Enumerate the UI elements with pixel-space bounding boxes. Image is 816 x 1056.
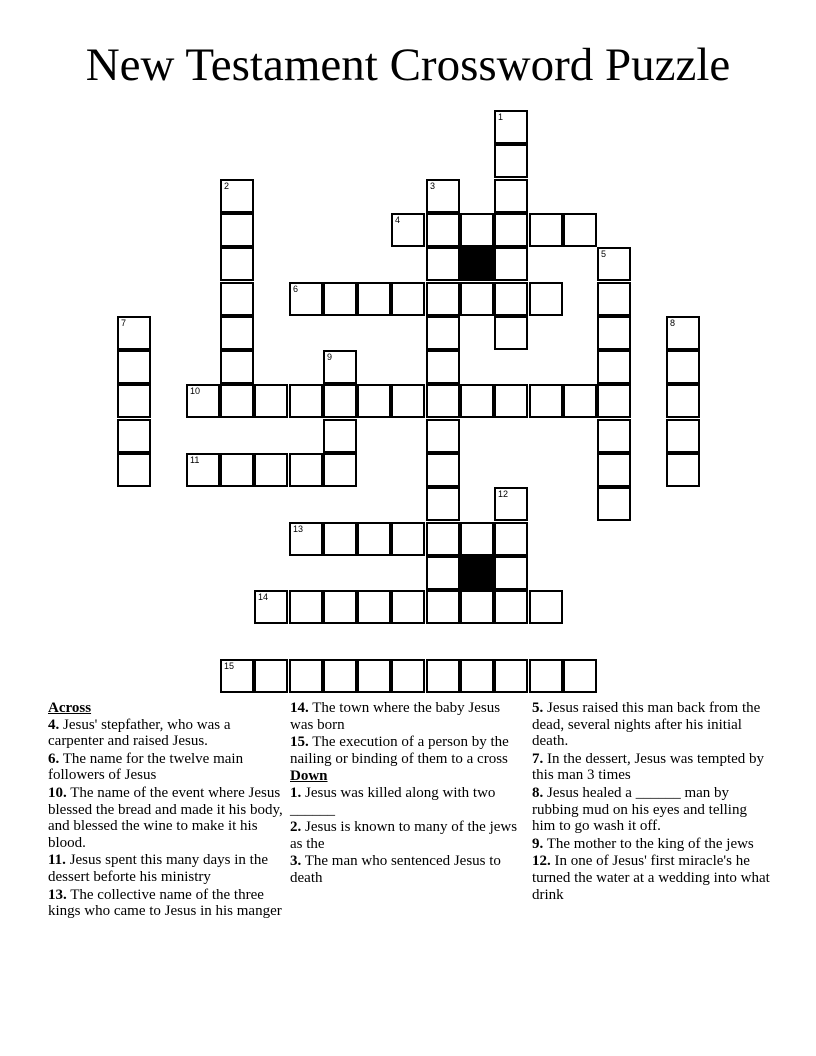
crossword-cell[interactable]: [220, 213, 254, 247]
crossword-cell[interactable]: [494, 179, 528, 213]
crossword-cell[interactable]: [220, 247, 254, 281]
crossword-cell[interactable]: [426, 179, 460, 213]
clue-number: 14: [258, 592, 269, 602]
crossword-cell[interactable]: [357, 659, 391, 693]
clue-number: 7: [121, 318, 127, 328]
clue-across-13: 13. The collective name of the three kings who came to Jesus in his manger: [48, 886, 282, 920]
clues-column-1: [48, 700, 284, 921]
crossword-cell[interactable]: [289, 659, 323, 693]
crossword-cell[interactable]: [494, 556, 528, 590]
crossword-cell[interactable]: [426, 316, 460, 350]
crossword-cell[interactable]: [186, 453, 220, 487]
crossword-cell[interactable]: [254, 590, 288, 624]
crossword-cell[interactable]: [529, 213, 563, 247]
crossword-cell[interactable]: [597, 487, 631, 521]
crossword-cell[interactable]: [597, 350, 631, 384]
crossword-cell[interactable]: [391, 213, 425, 247]
down-heading: Down: [290, 768, 328, 785]
crossword-cell[interactable]: [323, 350, 357, 384]
clue-down-7: 7. In the dessert, Jesus was tempted by this man 3 times: [532, 750, 765, 784]
clue-down-1: 1. Jesus was killed along with two ______: [290, 784, 496, 818]
crossword-cell[interactable]: [220, 453, 254, 487]
clue-number: 5: [601, 249, 607, 259]
crossword-cell[interactable]: [289, 282, 323, 316]
crossword-cell[interactable]: [529, 659, 563, 693]
crossword-cell[interactable]: [460, 659, 494, 693]
crossword-cell[interactable]: [494, 316, 528, 350]
crossword-cell[interactable]: [494, 110, 528, 144]
crossword-cell[interactable]: [460, 213, 494, 247]
clues-column-3: [532, 700, 772, 904]
crossword-cell[interactable]: [391, 384, 425, 418]
crossword-cell[interactable]: [426, 213, 460, 247]
crossword-cell[interactable]: [460, 282, 494, 316]
crossword-cell[interactable]: [426, 419, 460, 453]
crossword-cell[interactable]: [563, 213, 597, 247]
crossword-cell[interactable]: [426, 590, 460, 624]
crossword-cell[interactable]: [391, 590, 425, 624]
clue-across-10: 10. The name of the event where Jesus blessed the bread and made it his body, and blessed the wine to make it his blood.: [48, 784, 283, 851]
black-square: [460, 247, 494, 281]
crossword-cell[interactable]: [220, 316, 254, 350]
crossword-cell[interactable]: [186, 384, 220, 418]
clue-across-14: 14. The town where the baby Jesus was born: [290, 700, 501, 733]
crossword-cell[interactable]: [323, 659, 357, 693]
black-square: [460, 556, 494, 590]
clue-number: 1: [498, 112, 504, 122]
clue-number: 12: [498, 489, 509, 499]
crossword-cell[interactable]: [426, 247, 460, 281]
crossword-cell[interactable]: [117, 350, 151, 384]
crossword-cell[interactable]: [426, 556, 460, 590]
crossword-cell[interactable]: [666, 316, 700, 350]
crossword-cell[interactable]: [494, 213, 528, 247]
crossword-cell[interactable]: [494, 384, 528, 418]
crossword-cell[interactable]: [426, 522, 460, 556]
crossword-cell[interactable]: [220, 179, 254, 213]
clue-down-2: 2. Jesus is known to many of the jews as the: [290, 819, 518, 852]
crossword-cell[interactable]: [357, 282, 391, 316]
clue-down-8: 8. Jesus healed a ______ man by rubbing mud on his eyes and telling him to go wash it off.: [532, 784, 747, 835]
crossword-cell[interactable]: [460, 522, 494, 556]
crossword-cell[interactable]: [494, 659, 528, 693]
clue-down-5: 5. Jesus raised this man back from the dead, several nights after his initial death.: [532, 700, 761, 750]
crossword-cell[interactable]: [563, 384, 597, 418]
clue-number: 4: [395, 215, 401, 225]
crossword-cell[interactable]: [117, 316, 151, 350]
clue-across-6: 6. The name for the twelve main followers of Jesus: [48, 750, 244, 784]
crossword-cell[interactable]: [426, 350, 460, 384]
crossword-cell[interactable]: [426, 487, 460, 521]
crossword-cell[interactable]: [289, 384, 323, 418]
clue-down-9: 9. The mother to the king of the jews: [532, 835, 754, 852]
clue-across-11: 11. Jesus spent this many days in the dessert beforte his ministry: [48, 852, 269, 885]
crossword-cell[interactable]: [254, 384, 288, 418]
crossword-cell[interactable]: [494, 247, 528, 281]
crossword-cell[interactable]: [117, 419, 151, 453]
crossword-cell[interactable]: [666, 350, 700, 384]
crossword-cell[interactable]: [426, 659, 460, 693]
crossword-cell[interactable]: [289, 453, 323, 487]
page-title: New Testament Crossword Puzzle: [85, 39, 731, 91]
crossword-cell[interactable]: [494, 144, 528, 178]
crossword-cell[interactable]: [597, 419, 631, 453]
clue-across-15: 15. The execution of a person by the nailing or binding of them to a cross: [290, 734, 509, 767]
crossword-cell[interactable]: [460, 590, 494, 624]
crossword-cell[interactable]: [494, 487, 528, 521]
crossword-cell[interactable]: [426, 453, 460, 487]
crossword-cell[interactable]: [254, 453, 288, 487]
clues-column-2: [290, 700, 522, 888]
crossword-cell[interactable]: [494, 590, 528, 624]
crossword-cell[interactable]: [220, 384, 254, 418]
crossword-cell[interactable]: [597, 316, 631, 350]
crossword-cell[interactable]: [357, 384, 391, 418]
crossword-cell[interactable]: [529, 282, 563, 316]
crossword-cell[interactable]: [460, 384, 494, 418]
crossword-cell[interactable]: [323, 522, 357, 556]
crossword-cell[interactable]: [289, 522, 323, 556]
crossword-cell[interactable]: [323, 590, 357, 624]
crossword-cell[interactable]: [117, 384, 151, 418]
crossword-cell[interactable]: [357, 590, 391, 624]
clue-number: 11: [190, 455, 200, 465]
crossword-cell[interactable]: [289, 590, 323, 624]
crossword-cell[interactable]: [666, 419, 700, 453]
across-heading: Across: [48, 700, 92, 716]
crossword-cell[interactable]: [391, 659, 425, 693]
crossword-cell[interactable]: [426, 384, 460, 418]
crossword-cell[interactable]: [426, 282, 460, 316]
clue-number: 9: [327, 352, 333, 362]
crossword-cell[interactable]: [323, 419, 357, 453]
crossword-cell[interactable]: [529, 384, 563, 418]
crossword-cell[interactable]: [597, 453, 631, 487]
clue-number: 2: [224, 181, 230, 191]
crossword-cell[interactable]: [323, 282, 357, 316]
crossword-cell[interactable]: [323, 453, 357, 487]
crossword-cell[interactable]: [117, 453, 151, 487]
clue-down-12: 12. In one of Jesus' first miracle's he turned the water at a wedding into what drink: [532, 853, 770, 903]
clue-number: 13: [293, 524, 304, 534]
clue-down-3: 3. The man who sentenced Jesus to death: [290, 853, 501, 886]
clue-number: 6: [293, 284, 299, 294]
crossword-cell[interactable]: [220, 350, 254, 384]
clue-across-4: 4. Jesus' stepfather, who was a carpenter and raised Jesus.: [48, 716, 231, 750]
crossword-cell[interactable]: [597, 247, 631, 281]
crossword-cell[interactable]: [357, 522, 391, 556]
crossword-cell[interactable]: [666, 384, 700, 418]
crossword-cell[interactable]: [597, 384, 631, 418]
crossword-cell[interactable]: [597, 282, 631, 316]
crossword-cell[interactable]: [220, 659, 254, 693]
clue-number: 15: [224, 661, 235, 671]
clue-number: 3: [430, 181, 436, 191]
crossword-cell[interactable]: [391, 522, 425, 556]
crossword-cell[interactable]: [254, 659, 288, 693]
crossword-cell[interactable]: [323, 384, 357, 418]
crossword-cell[interactable]: [220, 282, 254, 316]
clue-number: 8: [670, 318, 676, 328]
crossword-cell[interactable]: [529, 590, 563, 624]
clue-number: 10: [190, 386, 201, 396]
crossword-cell[interactable]: [563, 659, 597, 693]
crossword-cell[interactable]: [391, 282, 425, 316]
crossword-cell[interactable]: [666, 453, 700, 487]
crossword-cell[interactable]: [494, 282, 528, 316]
crossword-cell[interactable]: [494, 522, 528, 556]
